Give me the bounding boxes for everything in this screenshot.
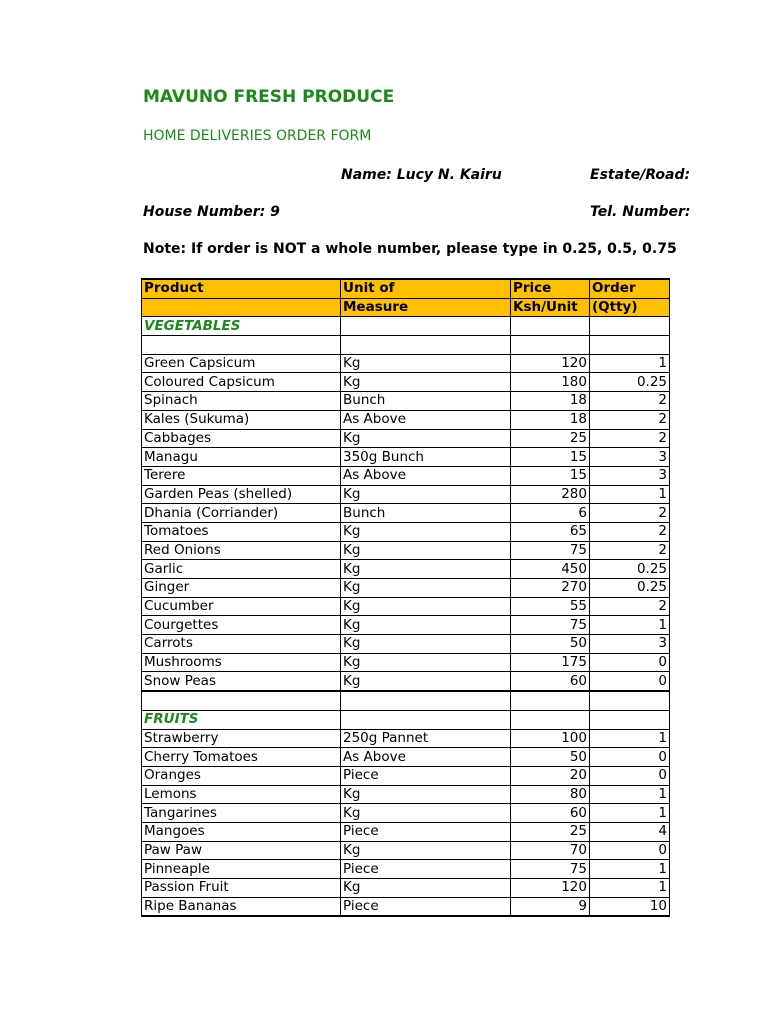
unit-cell: Piece bbox=[341, 860, 511, 879]
table-row bbox=[142, 466, 670, 485]
unit-cell: Kg bbox=[341, 429, 511, 448]
header-cell bbox=[142, 298, 341, 317]
empty-cell bbox=[341, 317, 511, 336]
empty-cell bbox=[590, 710, 670, 729]
product-cell: Green Capsicum bbox=[142, 354, 341, 373]
price-cell: 75 bbox=[511, 860, 590, 879]
table-row bbox=[142, 560, 670, 579]
price-cell: 50 bbox=[511, 748, 590, 767]
quantity-cell[interactable]: 1 bbox=[590, 485, 670, 504]
quantity-cell[interactable]: 4 bbox=[590, 822, 670, 841]
quantity-cell[interactable]: 10 bbox=[590, 897, 670, 916]
quantity-cell[interactable]: 3 bbox=[590, 466, 670, 485]
unit-cell: Kg bbox=[341, 522, 511, 541]
quantity-cell[interactable]: 0.25 bbox=[590, 560, 670, 579]
table-row bbox=[142, 504, 670, 523]
customer-name: Name: Lucy N. Kairu bbox=[341, 167, 502, 183]
table-row bbox=[142, 785, 670, 804]
table-row bbox=[142, 748, 670, 767]
table-row bbox=[142, 373, 670, 392]
company-title: MAVUNO FRESH PRODUCE bbox=[143, 87, 395, 107]
product-cell: Courgettes bbox=[142, 616, 341, 635]
empty-cell bbox=[341, 710, 511, 729]
quantity-cell[interactable]: 2 bbox=[590, 541, 670, 560]
empty-cell bbox=[511, 691, 590, 710]
product-cell: Mushrooms bbox=[142, 653, 341, 672]
quantity-cell[interactable]: 0 bbox=[590, 766, 670, 785]
product-cell: Kales (Sukuma) bbox=[142, 410, 341, 429]
unit-cell: Kg bbox=[341, 354, 511, 373]
price-cell: 25 bbox=[511, 429, 590, 448]
price-cell: 75 bbox=[511, 616, 590, 635]
table-row bbox=[142, 729, 670, 748]
price-cell: 180 bbox=[511, 373, 590, 392]
table-row bbox=[142, 841, 670, 860]
price-cell: 450 bbox=[511, 560, 590, 579]
table-row bbox=[142, 354, 670, 373]
blank-row bbox=[142, 691, 670, 710]
header-row-1 bbox=[142, 279, 670, 298]
section-title: VEGETABLES bbox=[142, 317, 341, 336]
quantity-cell[interactable]: 1 bbox=[590, 354, 670, 373]
unit-cell: Kg bbox=[341, 560, 511, 579]
product-cell: Coloured Capsicum bbox=[142, 373, 341, 392]
table-row bbox=[142, 392, 670, 411]
table-row bbox=[142, 822, 670, 841]
price-cell: 280 bbox=[511, 485, 590, 504]
unit-cell: Kg bbox=[341, 653, 511, 672]
product-cell: Cabbages bbox=[142, 429, 341, 448]
product-cell: Garden Peas (shelled) bbox=[142, 485, 341, 504]
table-row bbox=[142, 410, 670, 429]
empty-cell bbox=[590, 691, 670, 710]
quantity-cell[interactable]: 2 bbox=[590, 504, 670, 523]
product-cell: Strawberry bbox=[142, 729, 341, 748]
unit-cell: Kg bbox=[341, 804, 511, 823]
unit-cell: Bunch bbox=[341, 392, 511, 411]
unit-cell: Kg bbox=[341, 485, 511, 504]
quantity-cell[interactable]: 2 bbox=[590, 410, 670, 429]
tel-number-label: Tel. Number: bbox=[590, 204, 691, 220]
price-cell: 18 bbox=[511, 410, 590, 429]
empty-cell bbox=[511, 336, 590, 355]
table-row bbox=[142, 429, 670, 448]
product-cell: Oranges bbox=[142, 766, 341, 785]
quantity-cell[interactable]: 2 bbox=[590, 522, 670, 541]
header-cell: Order bbox=[590, 279, 670, 298]
product-cell: Red Onions bbox=[142, 541, 341, 560]
quantity-cell[interactable]: 2 bbox=[590, 597, 670, 616]
unit-cell: Kg bbox=[341, 616, 511, 635]
table-row bbox=[142, 448, 670, 467]
unit-cell: Piece bbox=[341, 822, 511, 841]
price-cell: 50 bbox=[511, 635, 590, 654]
section-title: FRUITS bbox=[142, 710, 341, 729]
product-cell: Tomatoes bbox=[142, 522, 341, 541]
table-row bbox=[142, 766, 670, 785]
quantity-cell[interactable]: 1 bbox=[590, 785, 670, 804]
table-row bbox=[142, 579, 670, 598]
unit-cell: Kg bbox=[341, 597, 511, 616]
product-cell: Ginger bbox=[142, 579, 341, 598]
price-cell: 20 bbox=[511, 766, 590, 785]
product-cell: Pinneaple bbox=[142, 860, 341, 879]
price-cell: 9 bbox=[511, 897, 590, 916]
price-cell: 80 bbox=[511, 785, 590, 804]
quantity-cell[interactable]: 3 bbox=[590, 448, 670, 467]
empty-cell bbox=[341, 691, 511, 710]
quantity-cell[interactable]: 2 bbox=[590, 392, 670, 411]
header-row-2 bbox=[142, 298, 670, 317]
unit-cell: Kg bbox=[341, 841, 511, 860]
empty-cell bbox=[142, 691, 341, 710]
product-cell: Spinach bbox=[142, 392, 341, 411]
table-row bbox=[142, 522, 670, 541]
product-cell: Ripe Bananas bbox=[142, 897, 341, 916]
quantity-cell[interactable]: 0.25 bbox=[590, 579, 670, 598]
header-cell: (Qtty) bbox=[590, 298, 670, 317]
price-cell: 120 bbox=[511, 879, 590, 898]
quantity-cell[interactable]: 0 bbox=[590, 748, 670, 767]
quantity-cell[interactable]: 0 bbox=[590, 672, 670, 691]
section-row bbox=[142, 317, 670, 336]
table-row bbox=[142, 653, 670, 672]
product-cell: Dhania (Corriander) bbox=[142, 504, 341, 523]
price-cell: 100 bbox=[511, 729, 590, 748]
quantity-cell[interactable]: 0.25 bbox=[590, 373, 670, 392]
quantity-cell[interactable]: 1 bbox=[590, 860, 670, 879]
unit-cell: As Above bbox=[341, 466, 511, 485]
table-row bbox=[142, 860, 670, 879]
blank-row bbox=[142, 336, 670, 355]
unit-cell: Piece bbox=[341, 766, 511, 785]
unit-cell: Kg bbox=[341, 635, 511, 654]
empty-cell bbox=[341, 336, 511, 355]
price-cell: 175 bbox=[511, 653, 590, 672]
header-cell: Price bbox=[511, 279, 590, 298]
unit-cell: Bunch bbox=[341, 504, 511, 523]
price-cell: 60 bbox=[511, 804, 590, 823]
header-cell: Product bbox=[142, 279, 341, 298]
house-number: House Number: 9 bbox=[143, 204, 280, 220]
empty-cell bbox=[511, 710, 590, 729]
header-cell: Ksh/Unit bbox=[511, 298, 590, 317]
price-cell: 70 bbox=[511, 841, 590, 860]
product-cell: Cucumber bbox=[142, 597, 341, 616]
order-table bbox=[141, 278, 670, 917]
table-row bbox=[142, 897, 670, 916]
product-cell: Managu bbox=[142, 448, 341, 467]
quantity-cell[interactable]: 3 bbox=[590, 635, 670, 654]
unit-cell: Kg bbox=[341, 373, 511, 392]
table-row bbox=[142, 672, 670, 691]
unit-cell: Kg bbox=[341, 579, 511, 598]
price-cell: 65 bbox=[511, 522, 590, 541]
table-row bbox=[142, 879, 670, 898]
price-cell: 75 bbox=[511, 541, 590, 560]
quantity-cell[interactable]: 1 bbox=[590, 616, 670, 635]
estate-road-label: Estate/Road: bbox=[590, 167, 691, 183]
price-cell: 18 bbox=[511, 392, 590, 411]
product-cell: Paw Paw bbox=[142, 841, 341, 860]
empty-cell bbox=[590, 336, 670, 355]
section-row bbox=[142, 710, 670, 729]
header-cell: Unit of bbox=[341, 279, 511, 298]
empty-cell bbox=[511, 317, 590, 336]
product-cell: Garlic bbox=[142, 560, 341, 579]
product-cell: Carrots bbox=[142, 635, 341, 654]
quantity-cell[interactable]: 1 bbox=[590, 804, 670, 823]
unit-cell: As Above bbox=[341, 748, 511, 767]
price-cell: 15 bbox=[511, 466, 590, 485]
price-cell: 270 bbox=[511, 579, 590, 598]
table-row bbox=[142, 635, 670, 654]
product-cell: Passion Fruit bbox=[142, 879, 341, 898]
price-cell: 6 bbox=[511, 504, 590, 523]
unit-cell: 250g Pannet bbox=[341, 729, 511, 748]
table-row bbox=[142, 597, 670, 616]
table-row bbox=[142, 541, 670, 560]
header-cell: Measure bbox=[341, 298, 511, 317]
order-note: Note: If order is NOT a whole number, please type in 0.25, 0.5, 0.75 bbox=[143, 241, 677, 257]
product-cell: Tangarines bbox=[142, 804, 341, 823]
form-title: HOME DELIVERIES ORDER FORM bbox=[143, 128, 372, 144]
price-cell: 55 bbox=[511, 597, 590, 616]
quantity-cell[interactable]: 2 bbox=[590, 429, 670, 448]
price-cell: 15 bbox=[511, 448, 590, 467]
price-cell: 120 bbox=[511, 354, 590, 373]
product-cell: Mangoes bbox=[142, 822, 341, 841]
quantity-cell[interactable]: 1 bbox=[590, 879, 670, 898]
price-cell: 25 bbox=[511, 822, 590, 841]
empty-cell bbox=[590, 317, 670, 336]
quantity-cell[interactable]: 1 bbox=[590, 729, 670, 748]
unit-cell: Kg bbox=[341, 879, 511, 898]
product-cell: Lemons bbox=[142, 785, 341, 804]
product-cell: Cherry Tomatoes bbox=[142, 748, 341, 767]
unit-cell: As Above bbox=[341, 410, 511, 429]
unit-cell: Kg bbox=[341, 785, 511, 804]
quantity-cell[interactable]: 0 bbox=[590, 841, 670, 860]
product-cell: Terere bbox=[142, 466, 341, 485]
empty-cell bbox=[142, 336, 341, 355]
table-row bbox=[142, 616, 670, 635]
quantity-cell[interactable]: 0 bbox=[590, 653, 670, 672]
product-cell: Snow Peas bbox=[142, 672, 341, 691]
unit-cell: Piece bbox=[341, 897, 511, 916]
unit-cell: 350g Bunch bbox=[341, 448, 511, 467]
price-cell: 60 bbox=[511, 672, 590, 691]
unit-cell: Kg bbox=[341, 541, 511, 560]
table-row bbox=[142, 804, 670, 823]
unit-cell: Kg bbox=[341, 672, 511, 691]
table-row bbox=[142, 485, 670, 504]
